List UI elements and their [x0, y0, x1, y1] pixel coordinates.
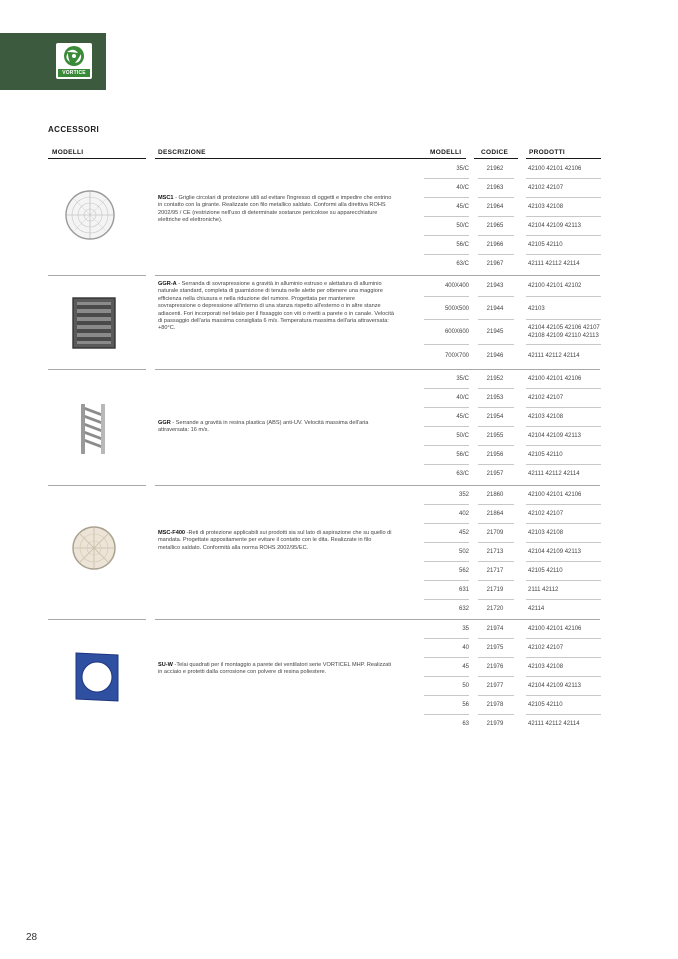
code-cell: 21945 [486, 329, 504, 335]
code-cell: 21977 [486, 683, 504, 689]
products-cell: 42105 42110 [528, 242, 563, 248]
model-cell: 45 [462, 664, 469, 670]
products-cell: 42103 42108 [528, 414, 564, 420]
products-cell: 42103 [528, 306, 545, 312]
row-separator [424, 426, 469, 427]
row-separator [424, 676, 469, 677]
model-cell: 452 [458, 530, 469, 536]
product-ggr-a [48, 275, 600, 369]
model-cell: 35/C [456, 376, 469, 382]
code-cell: 21946 [486, 353, 504, 359]
code-cell: 21974 [486, 626, 504, 632]
products-cell: 42100 42101 42106 [528, 376, 582, 382]
products-cell: 42103 42108 [528, 530, 564, 536]
code-cell: 21956 [486, 452, 504, 458]
circular-grille-icon [62, 187, 118, 243]
product-msc-f400 [48, 485, 600, 619]
header-prodotti: PRODOTTI [529, 149, 565, 156]
model-cell: 56 [462, 702, 469, 708]
row-separator [478, 695, 514, 696]
row-separator [478, 178, 514, 179]
model-cell: 600X600 [444, 329, 469, 335]
protection-net-icon [70, 524, 118, 572]
product-name: GGR-A [158, 281, 177, 287]
vortice-logo [56, 43, 92, 79]
logo-wordmark: VORTICE [58, 69, 90, 77]
code-cell: 21944 [486, 306, 504, 312]
products-cell: 42111 42112 42114 [528, 471, 580, 477]
code-cell: 21965 [486, 223, 504, 229]
row-separator [526, 695, 601, 696]
row-separator [424, 197, 469, 198]
row-separator [478, 319, 514, 320]
product-description [158, 281, 394, 333]
model-cell: 40/C [456, 395, 469, 401]
products-cell: 42104 42109 42113 [528, 549, 581, 555]
row-separator [478, 504, 514, 505]
products-cell: 2111 42112 [528, 587, 559, 593]
row-separator [424, 344, 469, 345]
product-su-w [48, 619, 600, 739]
products-cell: 42105 42110 [528, 452, 563, 458]
row-separator [424, 638, 469, 639]
row-separator [526, 319, 601, 320]
row-separator [478, 235, 514, 236]
model-cell: 500X500 [444, 306, 469, 312]
row-separator [424, 695, 469, 696]
products-cell: 42102 42107 [528, 645, 564, 651]
code-cell: 21953 [486, 395, 504, 401]
square-frame-icon [74, 651, 120, 703]
row-separator [526, 296, 601, 297]
product-description-text: - Serrande a gravità in resina plastica (ABS) anti-UV. Velocità massima dell'aria attraversata: 16 m/s. [158, 420, 369, 434]
code-cell: 21964 [486, 204, 504, 210]
code-cell: 21943 [486, 283, 504, 289]
row-separator [526, 445, 601, 446]
model-cell: 63/C [456, 261, 469, 267]
products-cell: 42105 42110 [528, 568, 563, 574]
products-cell: 42104 42109 42113 [528, 223, 581, 229]
row-separator [424, 523, 469, 524]
product-description-text: -Telai quadrati per il montaggio a parete dei ventilatori serie VORTICEL MHP. Realizzati in acciaio e protetti dalla corrosione con polvere di resina poliestere. [158, 662, 392, 676]
row-separator [478, 388, 514, 389]
row-separator [48, 485, 146, 486]
code-cell: 21962 [486, 166, 504, 172]
row-separator [478, 216, 514, 217]
row-separator [424, 504, 469, 505]
product-description [158, 530, 394, 552]
row-separator [424, 657, 469, 658]
code-cell: 21954 [486, 414, 504, 420]
code-cell: 21978 [486, 702, 504, 708]
row-separator [424, 178, 469, 179]
header-codice: CODICE [481, 149, 509, 156]
products-cell: 42100 42101 42106 [528, 492, 582, 498]
product-description-text: -Reti di protezione applicabili sui prodotti sia sul lato di aspirazione che su quello di mandata. Progettate appositamente per evitare il contatto con le dita. Realizzate in filo metallico saldato. Conformità alla norma ROHS 2002/95/EC. [158, 530, 392, 551]
row-separator [526, 197, 601, 198]
products-cell: 42105 42110 [528, 702, 563, 708]
product-description [158, 420, 394, 435]
header-modelli-2: MODELLI [430, 149, 462, 156]
row-separator [478, 561, 514, 562]
row-separator [526, 344, 601, 345]
row-separator [424, 254, 469, 255]
row-separator [526, 561, 601, 562]
products-cell: 42108 42109 42110 42113 [528, 333, 599, 339]
row-separator [424, 235, 469, 236]
row-separator [48, 369, 146, 370]
row-separator [526, 657, 601, 658]
row-separator [478, 254, 514, 255]
code-cell: 21717 [486, 568, 504, 574]
code-cell: 21864 [486, 511, 504, 517]
shutter-icon [72, 297, 116, 349]
row-separator [478, 197, 514, 198]
row-separator [526, 638, 601, 639]
row-separator [526, 407, 601, 408]
code-cell: 21975 [486, 645, 504, 651]
row-separator [155, 369, 600, 370]
products-cell: 42102 42107 [528, 185, 564, 191]
row-separator [424, 445, 469, 446]
model-cell: 63 [462, 721, 469, 727]
row-separator [478, 344, 514, 345]
products-cell: 42111 42112 42114 [528, 721, 580, 727]
model-cell: 50 [462, 683, 469, 689]
row-separator [526, 504, 601, 505]
row-separator [478, 464, 514, 465]
products-cell: 42103 42108 [528, 204, 564, 210]
code-cell: 21957 [486, 471, 504, 477]
row-separator [478, 676, 514, 677]
model-cell: 700X700 [444, 353, 469, 359]
code-cell: 21720 [486, 606, 504, 612]
row-separator [526, 464, 601, 465]
fan-swirl-icon [60, 45, 88, 67]
row-separator [526, 599, 601, 600]
header-descrizione: DESCRIZIONE [158, 149, 206, 156]
code-cell: 21709 [486, 530, 504, 536]
model-cell: 40 [462, 645, 469, 651]
row-separator [478, 542, 514, 543]
row-separator [526, 216, 601, 217]
row-separator [478, 599, 514, 600]
product-name: MSC-F400 [158, 530, 186, 536]
model-cell: 63/C [456, 471, 469, 477]
row-separator [526, 580, 601, 581]
products-cell: 42114 [528, 606, 545, 612]
row-separator [424, 319, 469, 320]
model-cell: 352 [458, 492, 469, 498]
row-separator [526, 523, 601, 524]
section-title: ACCESSORI [48, 125, 100, 134]
code-cell: 21952 [486, 376, 504, 382]
row-separator [424, 464, 469, 465]
code-cell: 21976 [486, 664, 504, 670]
row-separator [526, 388, 601, 389]
product-description-text: - Serranda di sovrapressione a gravità in alluminio estruso e alettatura di alluminio naturale standard, completa di guarnizione di tenuta nelle alette per ottenere una maggiore efficienza nella chiusura e nella riduzione del rumore. Progettata per mantenere sovrapressione o depressione all'interno di una stanza rispetto all'esterno o in altre stanze adiacenti. Fori incorporati nel telaio per il fissaggio con viti o rivetti a parete o in canale. Velocità di passaggio dell'aria massima consigliata 6 m/s. Temperatura massima dell'aria attraversata: +80°C. [158, 281, 394, 332]
row-separator [478, 296, 514, 297]
products-cell: 42111 42112 42114 [528, 261, 580, 267]
row-separator [526, 714, 601, 715]
row-separator [424, 714, 469, 715]
row-separator [478, 445, 514, 446]
row-separator [155, 275, 600, 276]
products-cell: 42100 42101 42106 [528, 626, 582, 632]
row-separator [478, 426, 514, 427]
model-cell: 45/C [456, 204, 469, 210]
model-cell: 631 [458, 587, 469, 593]
product-name: GGR [158, 420, 171, 426]
products-cell: 42100 42101 42102 [528, 283, 582, 289]
louver-icon [80, 403, 106, 455]
row-separator [526, 235, 601, 236]
model-cell: 402 [458, 511, 469, 517]
row-separator [424, 388, 469, 389]
row-separator [424, 407, 469, 408]
products-cell: 42103 42108 [528, 664, 564, 670]
code-cell: 21966 [486, 242, 504, 248]
row-separator [478, 407, 514, 408]
code-cell: 21963 [486, 185, 504, 191]
row-separator [424, 561, 469, 562]
page-number: 28 [26, 932, 38, 943]
model-cell: 632 [458, 606, 469, 612]
row-separator [155, 619, 600, 620]
model-cell: 56/C [456, 242, 469, 248]
code-cell: 21713 [486, 549, 504, 555]
row-separator [526, 542, 601, 543]
model-cell: 56/C [456, 452, 469, 458]
code-cell: 21860 [486, 492, 504, 498]
row-separator [424, 542, 469, 543]
row-separator [424, 296, 469, 297]
row-separator [48, 619, 146, 620]
code-cell: 21955 [486, 433, 504, 439]
product-msc1 [48, 159, 600, 275]
products-cell: 42102 42107 [528, 395, 564, 401]
code-cell: 21967 [486, 261, 504, 267]
products-cell: 42100 42101 42106 [528, 166, 582, 172]
row-separator [478, 638, 514, 639]
product-name: SU-W [158, 662, 173, 668]
model-cell: 50/C [456, 433, 469, 439]
row-separator [478, 523, 514, 524]
product-description [158, 662, 394, 677]
row-separator [424, 599, 469, 600]
product-ggr [48, 369, 600, 485]
row-separator [478, 657, 514, 658]
row-separator [424, 216, 469, 217]
product-description-text: - Griglie circolari di protezione utili ad evitare l'ingresso di oggetti e impedire che entrino in contatto con la girante. Realizzate con filo metallico saldato. Conformi alla direttiva ROHS 2002/95 / CE (restrizione nell'uso di determinate sostanze pericolose su apparecchiature elettriche ed elettroniche). [158, 195, 392, 224]
model-cell: 50/C [456, 223, 469, 229]
row-separator [48, 275, 146, 276]
header-modelli: MODELLI [52, 149, 84, 156]
model-cell: 45/C [456, 414, 469, 420]
product-name: MSC1 [158, 195, 174, 201]
model-cell: 502 [458, 549, 469, 555]
products-cell: 42104 42109 42113 [528, 433, 581, 439]
product-description [158, 195, 394, 225]
row-separator [478, 714, 514, 715]
products-cell: 42102 42107 [528, 511, 564, 517]
row-separator [526, 426, 601, 427]
model-cell: 35/C [456, 166, 469, 172]
row-separator [478, 580, 514, 581]
model-cell: 40/C [456, 185, 469, 191]
row-separator [526, 676, 601, 677]
products-cell: 42104 42105 42106 42107 [528, 325, 600, 331]
row-separator [526, 254, 601, 255]
model-cell: 35 [462, 626, 469, 632]
code-cell: 21719 [486, 587, 504, 593]
code-cell: 21979 [486, 721, 504, 727]
row-separator [424, 580, 469, 581]
products-cell: 42111 42112 42114 [528, 353, 580, 359]
row-separator [155, 485, 600, 486]
products-cell: 42104 42109 42113 [528, 683, 581, 689]
row-separator [526, 178, 601, 179]
model-cell: 400X400 [444, 283, 469, 289]
model-cell: 562 [458, 568, 469, 574]
